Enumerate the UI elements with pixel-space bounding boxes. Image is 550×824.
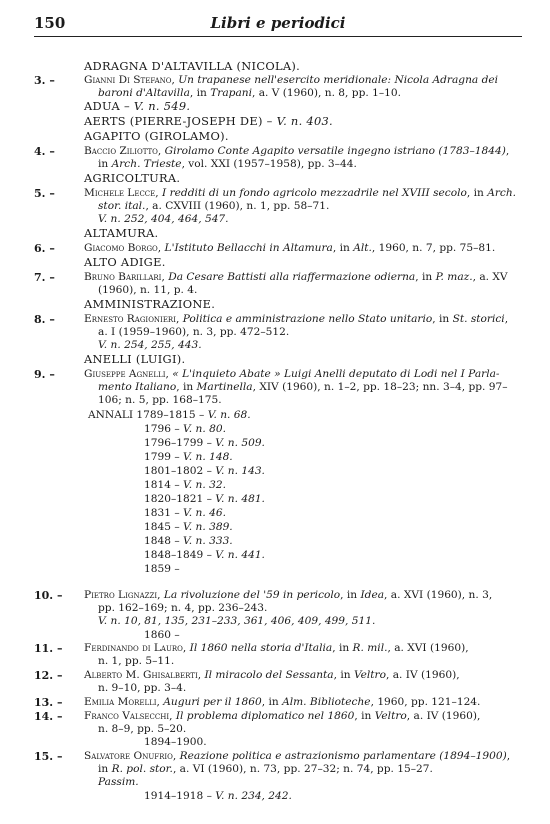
entry-line xyxy=(98,213,229,226)
text-segment: Arch. Trieste xyxy=(111,158,182,170)
text-segment: Giuseppe Agnelli xyxy=(84,368,166,380)
entry-number: 15. – xyxy=(34,750,63,763)
annali-entry xyxy=(88,409,251,422)
entry-line xyxy=(84,313,508,326)
entry-number: 7. – xyxy=(34,271,55,284)
subject-heading xyxy=(84,353,185,366)
text-segment: ADUA – xyxy=(84,99,134,113)
text-segment: , in xyxy=(332,242,354,254)
text-segment: Gianni Di Stefano xyxy=(84,74,172,86)
text-segment: V. n. 509. xyxy=(215,437,265,449)
text-segment: V. n. 441. xyxy=(215,549,265,561)
annali-entry xyxy=(144,790,292,803)
entry-line xyxy=(98,776,139,789)
text-segment: , in xyxy=(176,381,197,393)
entry-number: 9. – xyxy=(34,368,55,381)
text-segment: Il problema diplomatico nel 1860 xyxy=(175,710,355,722)
text-segment: Reazione politica e astrazionismo parlamentare (1894–1900) xyxy=(179,750,507,762)
text-segment: , xyxy=(171,74,179,86)
text-segment: Bruno Barillari xyxy=(84,271,162,283)
subject-heading xyxy=(84,60,300,73)
text-segment: stor. ital. xyxy=(98,200,146,212)
annali-entry xyxy=(144,549,265,562)
text-segment: , a. IV (1960), xyxy=(406,710,481,722)
text-segment: L'Istituto Bellacchi in Altamura xyxy=(164,242,333,254)
entry-number: 6. – xyxy=(34,242,55,255)
entry-line xyxy=(98,723,186,736)
text-segment: , in xyxy=(340,589,361,601)
text-segment: V. n. 481. xyxy=(215,493,265,505)
text-segment: Ernesto Ragionieri xyxy=(84,313,176,325)
text-segment: V. n. 80. xyxy=(183,423,226,435)
entry-line xyxy=(98,394,222,407)
text-segment: , a. IV (1960), xyxy=(385,669,460,681)
text-segment: Alberto M. Ghisalberti xyxy=(84,669,198,681)
text-segment: , xyxy=(506,750,511,762)
text-segment: Alm. Biblioteche xyxy=(282,696,371,708)
text-segment: , in xyxy=(354,710,375,722)
text-segment: Pietro Lignazzi xyxy=(84,589,158,601)
entry-number: 3. – xyxy=(34,74,55,87)
text-segment: 1914–1918 – xyxy=(144,790,216,802)
subject-heading xyxy=(84,227,158,240)
entry-line xyxy=(84,271,508,284)
text-segment: , XIV (1960), n. 1–2, pp. 18–23; nn. 3–4, pp. 97– xyxy=(252,381,508,393)
text-segment: ADRAGNA D'ALTAVILLA (NICOLA). xyxy=(84,59,301,73)
entry-line xyxy=(84,368,500,381)
text-segment: , in xyxy=(432,313,453,325)
subject-heading xyxy=(84,172,180,185)
annali-entry xyxy=(144,563,180,576)
text-segment: R. mil. xyxy=(352,642,388,654)
entry-line xyxy=(84,589,492,602)
subject-heading xyxy=(84,298,215,311)
entry-number: 12. – xyxy=(34,669,63,682)
text-segment: V. n. 10, 81, 135, 231–233, 361, 406, 409, 499, 511. xyxy=(98,615,376,627)
text-segment: , a. V (1960), n. 8, pp. 1–10. xyxy=(251,87,401,99)
annali-entry xyxy=(144,535,233,548)
text-segment: 1796–1799 – xyxy=(144,437,216,449)
text-segment: 1859 – xyxy=(144,563,180,575)
annali-entry xyxy=(144,629,180,642)
text-segment: Baccio Ziliotto xyxy=(84,145,158,157)
annali-entry xyxy=(144,521,233,534)
text-segment: Auguri per il 1860 xyxy=(163,696,262,708)
text-segment: V. n. 234, 242. xyxy=(215,790,292,802)
text-segment: 1894–1900. xyxy=(144,736,207,748)
entry-line xyxy=(84,187,516,200)
text-segment: I redditi di un fondo agricolo mezzadrile nel XVIII secolo xyxy=(162,187,467,199)
entry-number: 10. – xyxy=(34,589,63,602)
text-segment: , xyxy=(504,313,509,325)
page-number: 150 xyxy=(34,14,66,32)
text-segment: AGRICOLTURA. xyxy=(84,171,181,185)
text-segment: St. storici xyxy=(452,313,505,325)
annali-entry xyxy=(144,736,207,749)
text-segment: Alt. xyxy=(353,242,372,254)
text-segment: 1831 – xyxy=(144,507,183,519)
subject-heading xyxy=(84,256,166,269)
text-segment: Arch. xyxy=(487,187,517,199)
text-segment: Salvatore Onufrio xyxy=(84,750,173,762)
text-segment: 1801–1802 – xyxy=(144,465,216,477)
text-segment: , xyxy=(155,187,163,199)
entry-line xyxy=(84,669,460,682)
text-segment: n. 1, pp. 5–11. xyxy=(98,655,175,667)
text-segment: , in xyxy=(332,642,353,654)
entry-line xyxy=(84,750,510,763)
text-segment: , in xyxy=(189,87,211,99)
text-segment: Emilia Morelli xyxy=(84,696,157,708)
text-segment: V. n. 254, 255, 443. xyxy=(98,339,202,351)
text-segment: , xyxy=(157,145,165,157)
text-segment: , vol. XXI (1957–1958), pp. 3–44. xyxy=(181,158,357,170)
text-segment: Franco Valsecchi xyxy=(84,710,170,722)
text-segment: , xyxy=(169,710,176,722)
entry-line xyxy=(98,615,375,628)
text-segment: Veltro xyxy=(353,669,386,681)
text-segment: V. n. 389. xyxy=(183,521,233,533)
text-segment: Giacomo Borgo xyxy=(84,242,158,254)
text-segment: V. n. 403. xyxy=(276,114,333,128)
annali-entry xyxy=(144,437,265,450)
text-segment: Passim. xyxy=(98,776,139,788)
entry-line xyxy=(98,602,267,615)
text-segment: 1860 – xyxy=(144,629,180,641)
text-segment: , a. XVI (1960), xyxy=(387,642,469,654)
entry-number: 13. – xyxy=(34,696,63,709)
text-segment: (1960), n. 11, p. 4. xyxy=(98,284,198,296)
text-segment: P. maz. xyxy=(435,271,473,283)
text-segment: , a. XVI (1960), n. 3, xyxy=(384,589,493,601)
annali-entry xyxy=(144,465,265,478)
text-segment: 106; n. 5, pp. 168–175. xyxy=(98,394,222,406)
text-segment: Veltro xyxy=(374,710,407,722)
entry-line xyxy=(98,655,174,668)
text-segment: n. 8–9, pp. 5–20. xyxy=(98,723,187,735)
text-segment: , xyxy=(156,696,164,708)
entry-number: 4. – xyxy=(34,145,55,158)
text-segment: 1820–1821 – xyxy=(144,493,216,505)
text-segment: , xyxy=(165,368,173,380)
text-segment: 1845 – xyxy=(144,521,183,533)
annali-entry xyxy=(144,493,265,506)
entry-number: 11. – xyxy=(34,642,63,655)
text-segment: , in xyxy=(261,696,283,708)
entry-line xyxy=(98,284,197,297)
text-segment: 1799 – xyxy=(144,451,183,463)
entry-line xyxy=(84,74,498,87)
text-segment: Da Cesare Battisti alla riaffermazione odierna xyxy=(168,271,416,283)
text-segment: ALTO ADIGE. xyxy=(84,255,166,269)
text-segment: V. n. 549. xyxy=(133,99,191,113)
text-segment: , xyxy=(505,145,510,157)
annali-entry xyxy=(144,423,226,436)
text-segment: , in xyxy=(333,669,354,681)
text-segment: 1848 – xyxy=(144,535,183,547)
text-segment: Girolamo Conte Agapito versatile ingegno istriano (1783–1844) xyxy=(164,145,506,157)
text-segment: mento Italiano xyxy=(98,381,177,393)
text-segment: , a. XV xyxy=(472,271,508,283)
text-segment: , xyxy=(172,750,180,762)
text-segment: V. n. 68. xyxy=(207,409,251,421)
text-segment: V. n. 333. xyxy=(183,535,233,547)
text-segment: AERTS (PIERRE-JOSEPH DE) – xyxy=(84,114,277,128)
entry-line xyxy=(84,710,480,723)
entry-number: 8. – xyxy=(34,313,55,326)
text-segment: baroni d'Altavilla xyxy=(98,87,190,99)
text-segment: Ferdinando di Lauro xyxy=(84,642,183,654)
text-segment: Martinella xyxy=(196,381,253,393)
text-segment: AMMINISTRAZIONE. xyxy=(84,297,216,311)
text-segment: Il miracolo del Sessanta xyxy=(204,669,334,681)
entry-line xyxy=(98,381,508,394)
text-segment: Politica e amministrazione nello Stato unitario xyxy=(182,313,433,325)
text-segment: in xyxy=(98,158,112,170)
text-segment: Idea xyxy=(360,589,385,601)
text-segment: , xyxy=(182,642,190,654)
text-segment: AGAPITO (GIROLAMO). xyxy=(84,129,229,143)
text-segment: V. n. 148. xyxy=(183,451,233,463)
text-segment: , xyxy=(197,669,205,681)
text-segment: Trapani xyxy=(210,87,252,99)
text-segment: , xyxy=(157,589,164,601)
text-segment: , xyxy=(175,313,183,325)
entry-line xyxy=(98,339,202,352)
text-segment: ANNALI 1789–1815 – xyxy=(88,409,208,421)
text-segment: , xyxy=(161,271,169,283)
entry-line xyxy=(84,642,469,655)
entry-line xyxy=(98,682,186,695)
text-segment: 1796 – xyxy=(144,423,183,435)
text-segment: , 1960, n. 7, pp. 75–81. xyxy=(371,242,496,254)
text-segment: , in xyxy=(466,187,488,199)
text-segment: 1814 – xyxy=(144,479,183,491)
text-segment: pp. 162–169; n. 4, pp. 236–243. xyxy=(98,602,268,614)
text-segment: a. I (1959–1960), n. 3, pp. 472–512. xyxy=(98,326,290,338)
text-segment: ALTAMURA. xyxy=(84,226,159,240)
text-segment: ANELLI (LUIGI). xyxy=(84,352,186,366)
text-segment: V. n. 252, 404, 464, 547. xyxy=(98,213,229,225)
text-segment: , xyxy=(157,242,165,254)
annali-entry xyxy=(144,479,226,492)
subject-heading xyxy=(84,130,229,143)
entry-number: 14. – xyxy=(34,710,63,723)
text-segment: 1848–1849 – xyxy=(144,549,216,561)
text-segment: n. 9–10, pp. 3–4. xyxy=(98,682,187,694)
text-segment: , a. CXVIII (1960), n. 1, pp. 58–71. xyxy=(145,200,330,212)
text-segment: Il 1860 nella storia d'Italia xyxy=(189,642,333,654)
annali-entry xyxy=(144,507,226,520)
text-segment: V. n. 32. xyxy=(183,479,226,491)
entry-line xyxy=(98,326,289,339)
text-segment: V. n. 46. xyxy=(183,507,226,519)
entry-line xyxy=(98,200,329,213)
entry-number: 5. – xyxy=(34,187,55,200)
entry-line xyxy=(98,158,357,171)
text-segment: in xyxy=(98,763,112,775)
text-segment: « L'inquieto Abate » Luigi Anelli deputato di Lodi nel I Parla- xyxy=(172,368,500,380)
text-segment: , 1960, pp. 121–124. xyxy=(370,696,481,708)
entry-line xyxy=(84,242,495,255)
text-segment: Michele Lecce xyxy=(84,187,156,199)
annali-entry xyxy=(144,451,233,464)
entry-line xyxy=(98,763,433,776)
running-title: Libri e periodici xyxy=(210,14,346,32)
text-segment: , in xyxy=(415,271,436,283)
subject-heading xyxy=(84,115,333,128)
text-segment: Un trapanese nell'esercito meridionale: Nicola Adragna dei xyxy=(178,74,499,86)
text-segment: , a. VI (1960), n. 73, pp. 27–32; n. 74, pp. 15–27. xyxy=(172,763,433,775)
page-header xyxy=(34,14,522,37)
text-segment: V. n. 143. xyxy=(215,465,265,477)
entry-line xyxy=(84,696,480,709)
text-segment: R. pol. stor. xyxy=(111,763,173,775)
text-segment: La rivoluzione del '59 in pericolo xyxy=(163,589,341,601)
entry-line xyxy=(84,145,509,158)
subject-heading xyxy=(84,100,190,113)
